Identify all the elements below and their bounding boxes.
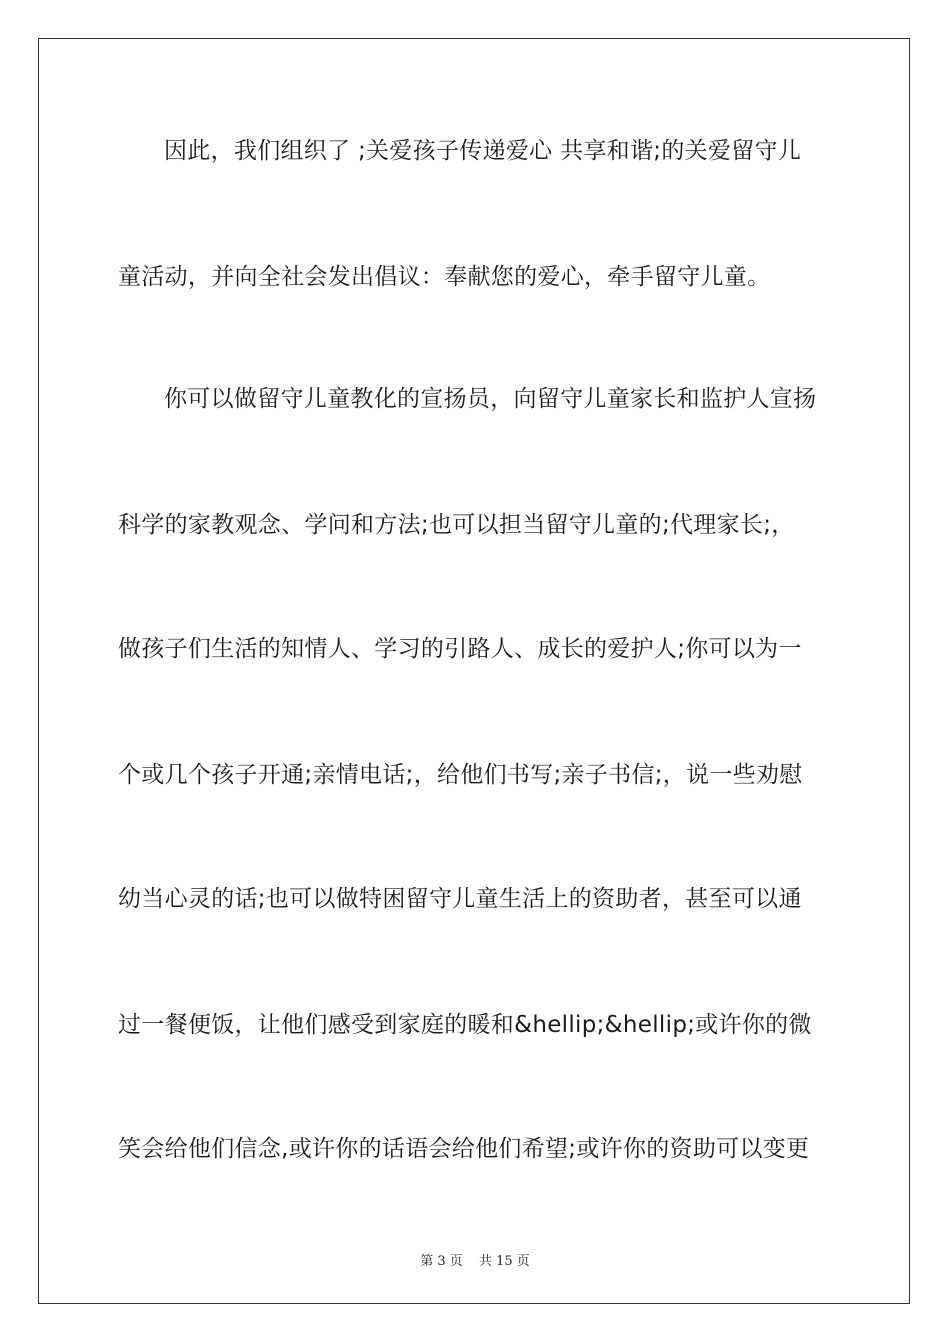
paragraph-2-line-4: 个或几个孩子开通;亲情电话;，给他们书写;亲子书信;，说一些劝慰: [118, 762, 803, 788]
page-total: 共 15 页: [478, 1254, 530, 1269]
paragraph-2-line-7: 笑会给他们信念,或许你的话语会给他们希望;或许你的资助可以变更: [118, 1136, 810, 1162]
page-border: [38, 38, 910, 1304]
page-number: 第 3 页: [420, 1254, 463, 1269]
paragraph-2-line-5: 幼当心灵的话;也可以做特困留守儿童生活上的资助者，甚至可以通: [118, 886, 802, 912]
paragraph-2-line-2: 科学的家教观念、学问和方法;也可以担当留守儿童的;代理家长;，: [118, 512, 795, 538]
paragraph-1-line-2: 童活动，并向全社会发出倡议：奉献您的爱心，牵手留守儿童。: [118, 264, 771, 290]
page-footer: [0, 1250, 950, 1269]
paragraph-2-line-3: 做孩子们生活的知情人、学习的引路人、成长的爱护人;你可以为一: [118, 636, 802, 662]
paragraph-1-line-1: 因此，我们组织了 ;关爱孩子传递爱心 共享和谐;的关爱留守儿: [164, 138, 802, 164]
paragraph-2-line-6: 过一餐便饭，让他们感受到家庭的暖和&hellip;&hellip;或许你的微: [118, 1012, 812, 1038]
paragraph-2-line-1: 你可以做留守儿童教化的宣扬员，向留守儿童家长和监护人宣扬: [164, 386, 817, 412]
